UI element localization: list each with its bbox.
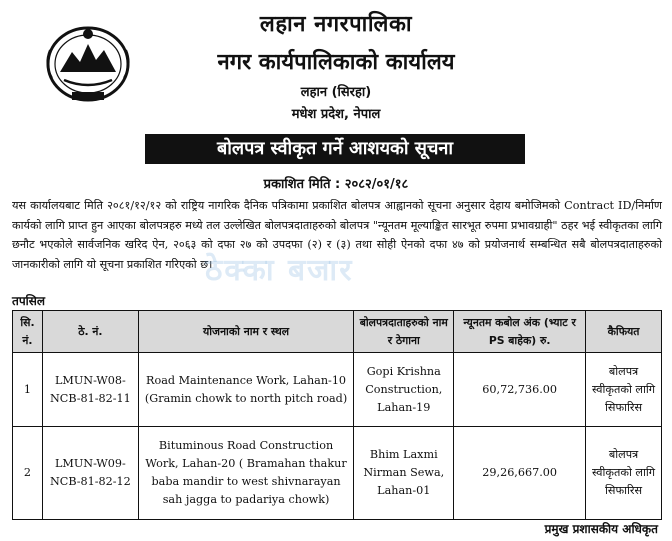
header-project: योजनाको नाम र स्थल bbox=[138, 311, 354, 353]
header-amount: न्यूनतम कबोल अंक (भ्याट र PS बाहेक) रु. bbox=[454, 311, 586, 353]
header-bidder: बोलपत्रदाताहरुको नाम र ठेगाना bbox=[354, 311, 454, 353]
table-header-row bbox=[13, 311, 662, 353]
table-row bbox=[13, 427, 662, 520]
cell-amount: 60,72,736.00 bbox=[454, 353, 586, 427]
province-text: मधेश प्रदेश, नेपाल bbox=[291, 107, 381, 122]
publication-date: प्रकाशित मिति : २०८२/०१/१८ bbox=[263, 177, 409, 192]
notice-paragraph: यस कार्यालयबाट मिति २०८१/१२/१२ को राष्ट्रिय नागरिक दैनिक पत्रिकामा प्रकाशित बोलपत्र आह्वानको सूचना अनुसार देहाय बमोजिमको Contract ID/निर्माण कार्यको लागि प्राप्त हुन आएका बोलपत्रहरु मध्ये तल उल्लेखित बोलपत्रदाताहरुको बोलपत्र "न्यूनतम मूल्याङ्कित सारभूत रुपमा प्रभावग्राही" ठहर भई स्वीकृतका लागि छनौट भएकोले सार्वजनिक खरिद ऐन, २०६३ को दफा २७ को उपदफा (२) र (३) तथा सोही ऐनको दफा ४७ को प्रयोजनार्थ सम्बन्धित सबै बोलपत्रदाताहरुको जानकारीको लागि यो सूचना प्रकाशित गरिएको छ। bbox=[12, 199, 662, 271]
table-row bbox=[13, 353, 662, 427]
signatory-title: प्रमुख प्रशासकीय अधिकृत bbox=[544, 522, 658, 536]
cell-project: Bituminous Road Construction Work, Lahan-20 ( Bramahan thakur baba mandir to west shivnarayan sah jagga to padariya chowk) bbox=[138, 427, 354, 520]
cell-sn: 2 bbox=[13, 427, 43, 520]
municipality-name: लहान नगरपालिका bbox=[259, 12, 413, 37]
cell-amount: 29,26,667.00 bbox=[454, 427, 586, 520]
cell-remarks: बोलपत्र स्वीकृतको लागि सिफारिस bbox=[586, 427, 662, 520]
header-remarks: कैफियत bbox=[586, 311, 662, 353]
award-table bbox=[12, 310, 662, 520]
header-sn: सि. नं. bbox=[13, 311, 43, 353]
details-section-label: तपसिल bbox=[12, 294, 46, 308]
location-text: लहान (सिरहा) bbox=[300, 85, 372, 100]
cell-sn: 1 bbox=[13, 353, 43, 427]
watermark-text: ठेक्का बजार bbox=[205, 253, 354, 288]
cell-contract-no: LMUN-W09-NCB-81-82-12 bbox=[42, 427, 138, 520]
cell-project: Road Maintenance Work, Lahan-10 (Gramin chowk to north pitch road) bbox=[138, 353, 354, 427]
cell-remarks: बोलपत्र स्वीकृतको लागि सिफारिस bbox=[586, 353, 662, 427]
office-name: नगर कार्यपालिकाको कार्यालय bbox=[217, 50, 455, 75]
cell-bidder: Bhim Laxmi Nirman Sewa, Lahan-01 bbox=[354, 427, 454, 520]
notice-header bbox=[0, 0, 672, 165]
notice-title-banner: बोलपत्र स्वीकृत गर्ने आशयको सूचना bbox=[145, 134, 525, 164]
cell-contract-no: LMUN-W08-NCB-81-82-11 bbox=[42, 353, 138, 427]
header-contract-no: ठे. नं. bbox=[42, 311, 138, 353]
cell-bidder: Gopi Krishna Construction, Lahan-19 bbox=[354, 353, 454, 427]
